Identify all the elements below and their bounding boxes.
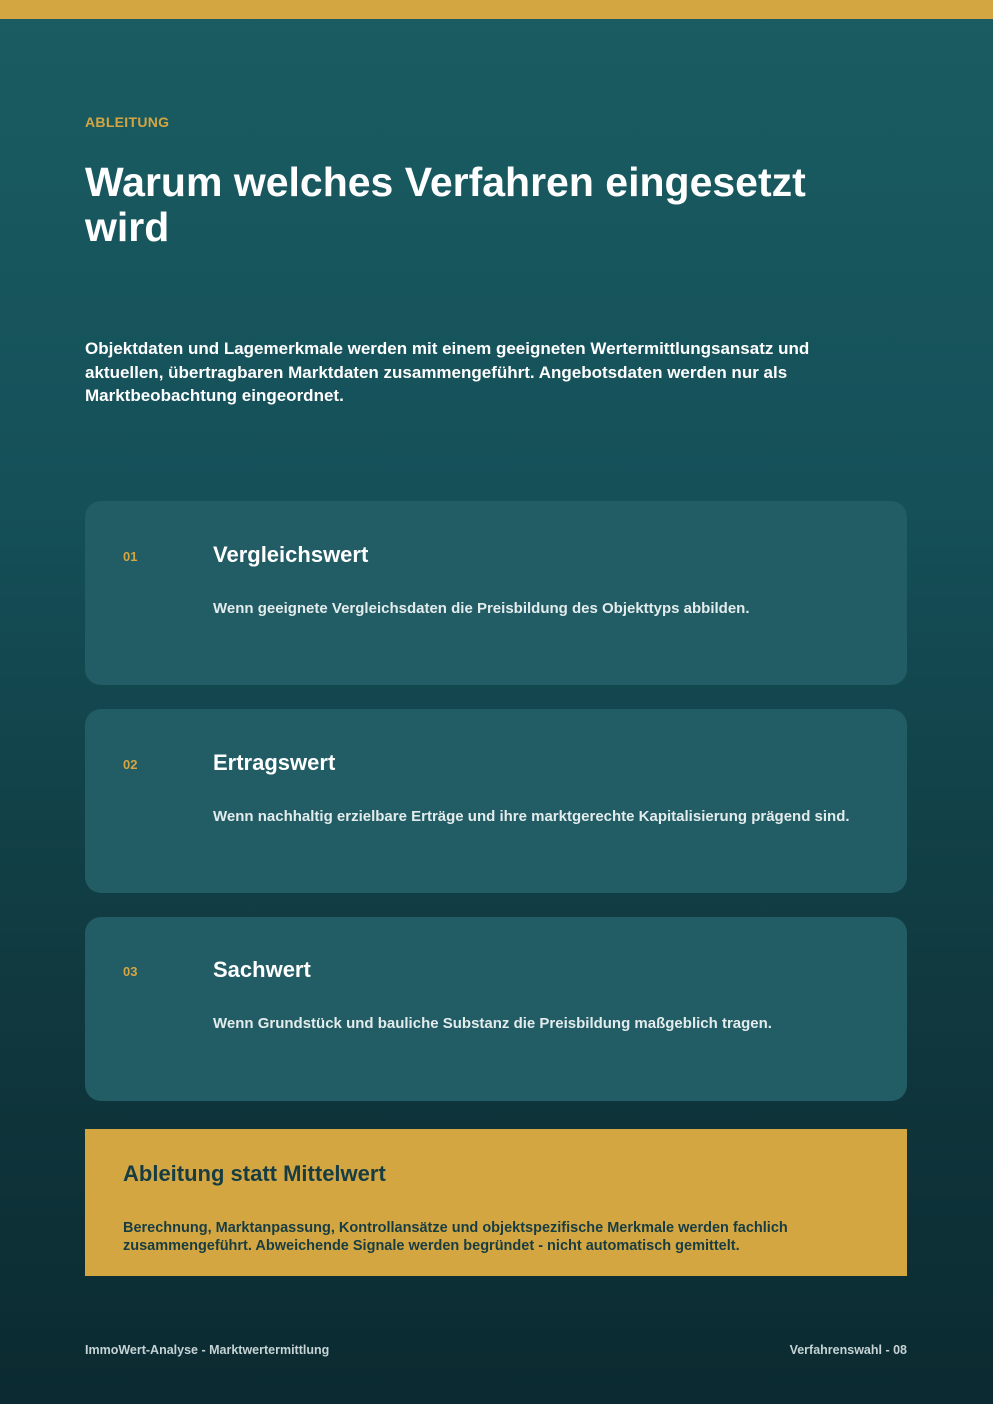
card-number: 01 xyxy=(123,549,138,564)
card-description: Wenn nachhaltig erzielbare Erträge und ihre marktgerechte Kapitalisierung prägend sind. xyxy=(213,808,850,825)
method-card-vergleichswert xyxy=(85,501,907,685)
page-title: Warum welches Verfahren eingesetzt wird xyxy=(85,159,806,250)
card-title: Vergleichswert xyxy=(213,542,369,567)
card-number: 03 xyxy=(123,964,138,979)
card-number: 02 xyxy=(123,757,138,772)
card-title: Sachwert xyxy=(213,957,311,982)
callout-text: Berechnung, Marktanpassung, Kontrollansätze und objektspezifische Merkmale werden fachlich zusammengeführt. Abweichende Signale werden begründet - nicht automatisch gemittelt. xyxy=(123,1220,788,1254)
card-title: Ertragswert xyxy=(213,750,336,775)
callout-title: Ableitung statt Mittelwert xyxy=(123,1161,386,1186)
method-card-sachwert xyxy=(85,917,907,1101)
top-accent-bar xyxy=(0,0,993,19)
card-description: Wenn Grundstück und bauliche Substanz die Preisbildung maßgeblich tragen. xyxy=(213,1015,772,1032)
footer-document-title: ImmoWert-Analyse - Marktwertermittlung xyxy=(85,1343,330,1357)
section-eyebrow: ABLEITUNG xyxy=(85,114,170,130)
method-card-ertragswert xyxy=(85,709,907,893)
footer-page-label: Verfahrenswahl - 08 xyxy=(789,1343,907,1357)
card-description: Wenn geeignete Vergleichsdaten die Preisbildung des Objekttyps abbilden. xyxy=(213,600,750,617)
intro-paragraph: Objektdaten und Lagemerkmale werden mit einem geeigneten Wertermittlungsansatz und aktuellen, übertragbaren Marktdaten zusammengeführt. Angebotsdaten werden nur als Marktbeobachtung eingeordnet. xyxy=(85,339,810,405)
callout-box xyxy=(85,1129,907,1276)
